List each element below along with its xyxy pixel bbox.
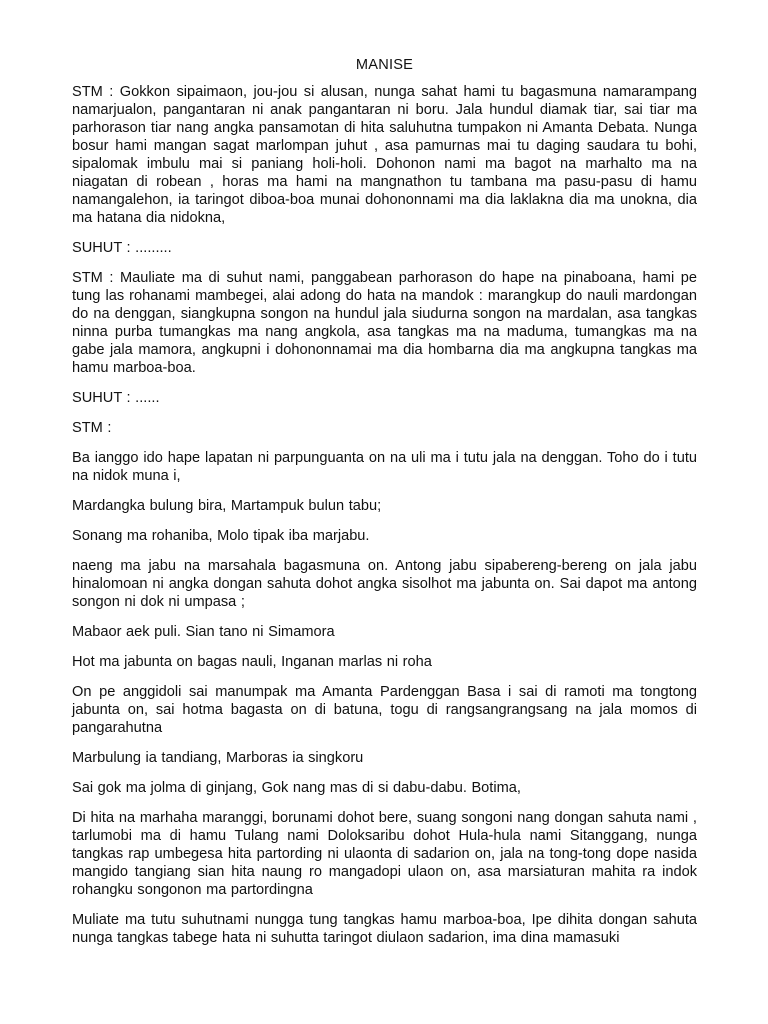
paragraph-8: Sonang ma rohaniba, Molo tipak iba marjabu. [72, 528, 370, 544]
paragraph-3: STM : Mauliate ma di suhut nami, panggabean parhorason do hape na pinaboana, hami pe tung las rohanami mambegei, alai adong do hata na mandok : marangkup do nauli mardongan do na denggan, siangkupna songon na hundul jala siudurna songon na mardalan, asa tangkas ninna purba tumangkas ma nang angkola, asa tangkas ma na maduma, tumangkas ma na gabe jala mamora, angkupni i dohononnamai ma dia hombarna dia ma angkupna tangkas ma hamu marboa-boa. [72, 270, 697, 376]
paragraph-12: On pe anggidoli sai manumpak ma Amanta Pardenggan Basa i sai di ramoti ma tongtong jabunta on, sai hotma bagasta on di batuna, togu di rangsangrangsang na jala momos di pangarahutna [72, 684, 697, 736]
paragraph-13: Marbulung ia tandiang, Marboras ia singkoru [72, 750, 364, 766]
paragraph-9: naeng ma jabu na marsahala bagasmuna on. Antong jabu sipabereng-bereng on jala jabu hinalomoan ni angka dongan sahuta dohot angka sisolhot ma jabunta on. Sai dapot ma antong songon ni dok ni umpasa ; [72, 558, 697, 610]
paragraph-4: SUHUT : ...... [72, 390, 160, 406]
paragraph-5: STM : [72, 420, 112, 436]
paragraph-7: Mardangka bulung bira, Martampuk bulun tabu; [72, 498, 382, 514]
paragraph-6: Ba ianggo ido hape lapatan ni parpunguanta on na uli ma i tutu jala na denggan. Toho do i tutu na nidok muna i, [72, 450, 697, 484]
paragraph-11: Hot ma jabunta on bagas nauli, Inganan marlas ni roha [72, 654, 432, 670]
paragraph-2: SUHUT : ......... [72, 240, 172, 256]
paragraph-1: STM : Gokkon sipaimaon, jou-jou si alusan, nunga sahat hami tu bagasmuna namarampang namarjualon, pangantaran ni anak pangantaran ni boru. Jala hundul diamak tiar, sai tiar ma parhorason tiar nang angka pansamotan di hita saluhutna tumpakon ni Amanta Debata. Nunga bosur hami mangan sagat marlompan juhut , asa pamurnas mai tu daging saudara tu bohi, sipalomak imbulu mai si paniang holi-holi. Dohonon nami ma bagot na marhalto ma na niagatan di robean , horas ma hami na mangnathon tu tambana ma pasu-pasu di hamu namangalehon, ia taringot diboa-boa munai dohononnami ma dia laklakna dia ma unokna, dia ma hatana dia nidokna, [72, 84, 697, 226]
paragraph-14: Sai gok ma jolma di ginjang, Gok nang mas di si dabu-dabu. Botima, [72, 780, 521, 796]
paragraph-15: Di hita na marhaha maranggi, borunami dohot bere, suang songoni nang dongan sahuta nami , tarlumobi ma di hamu Tulang nami Doloksaribu dohot Hula-hula nami Sitanggang, nunga tangkas rap umbegesa hita partording ni ulaonta di sadarion on, jala na tong-tong dope nasida mangido tangiang sian hita naung ro mangadopi ulaon on, asa marsiaturan mahita ra indok rohangku songonon ma partordingna [72, 810, 697, 898]
paragraph-10: Mabaor aek puli. Sian tano ni Simamora [72, 624, 335, 640]
paragraph-16: Muliate ma tutu suhutnami nungga tung tangkas hamu marboa-boa, Ipe dihita dongan sahuta nunga tangkas tabege hata ni suhutta taringot diulaon sadarion, ima dina mamasuki [72, 912, 697, 946]
document-title: MANISE [355, 57, 414, 73]
